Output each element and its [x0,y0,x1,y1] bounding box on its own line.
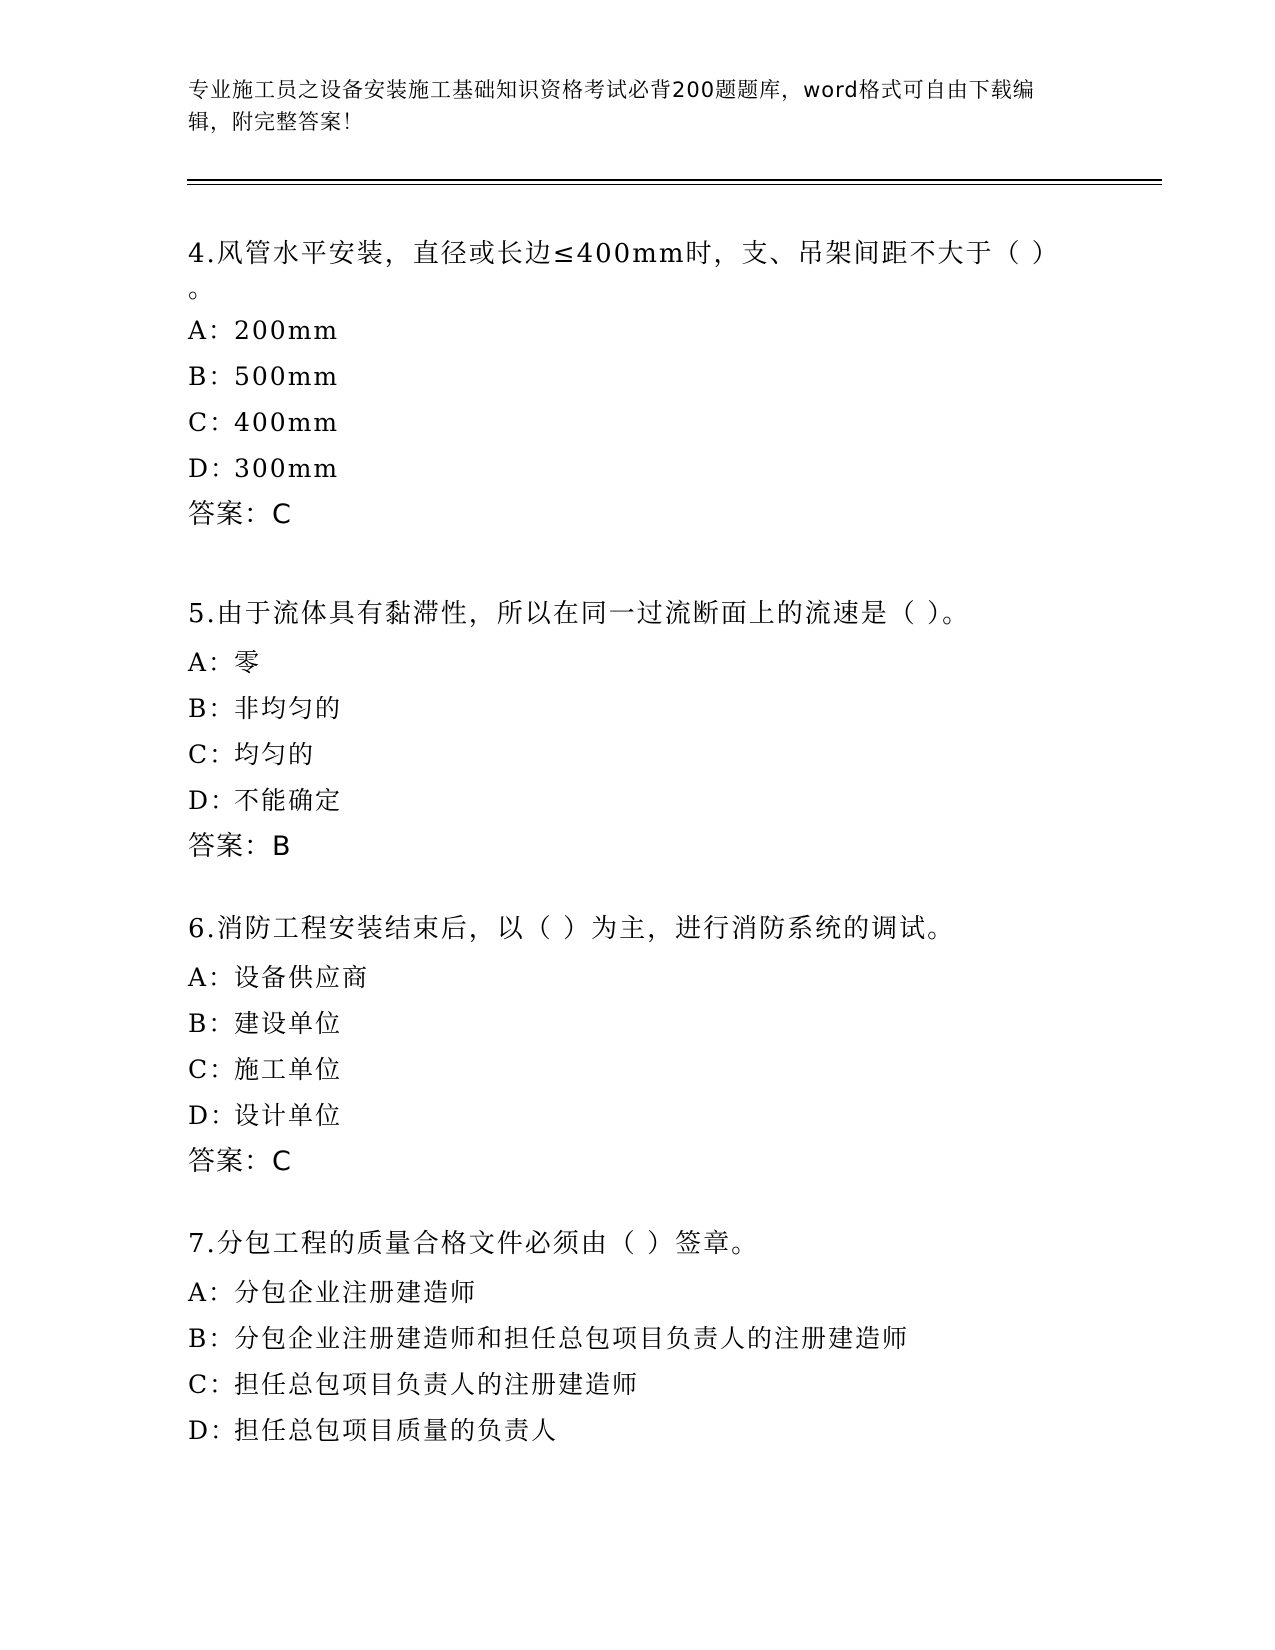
answer-line: 答案：C [188,1146,292,1177]
option-letter: C： [188,1370,237,1399]
question-4 [188,228,1088,538]
option-text: 设备供应商 [234,963,370,992]
option-letter: A： [188,316,236,345]
option-c [188,400,1088,446]
question-stem: 6.消防工程安装结束后，以（ ）为主，进行消防系统的调试。 [188,914,956,944]
answer-line: 答案：B [188,831,292,862]
option-letter: B： [188,362,236,391]
option-text: 担任总包项目负责人的注册建造师 [234,1370,640,1399]
question-6 [188,903,1088,1185]
option-a [188,640,1088,686]
option-d [188,778,1088,824]
option-text: 建设单位 [234,1009,343,1038]
option-letter: C： [188,1055,237,1084]
header-divider [187,179,1162,181]
option-d [188,446,1088,492]
option-a [188,955,1088,1001]
option-b [188,686,1088,732]
option-text: 非均匀的 [234,694,343,723]
option-b [188,1316,1088,1362]
option-b [188,1001,1088,1047]
option-letter: D： [188,1416,238,1445]
header-divider-thin [187,184,1162,185]
option-letter: D： [188,786,238,815]
option-letter: C： [188,408,237,437]
option-d [188,1093,1088,1139]
option-text: 均匀的 [234,740,316,769]
option-text: 500mm [234,362,340,391]
option-c [188,1362,1088,1408]
option-letter: B： [188,1324,236,1353]
option-text: 分包企业注册建造师 [234,1278,478,1307]
option-text: 300mm [234,454,340,483]
option-text: 不能确定 [234,786,343,815]
option-d [188,1408,1088,1454]
option-text: 分包企业注册建造师和担任总包项目负责人的注册建造师 [234,1324,910,1353]
option-letter: B： [188,694,236,723]
option-text: 400mm [234,408,340,437]
option-letter: A： [188,963,236,992]
option-text: 施工单位 [234,1055,343,1084]
option-a [188,308,1088,354]
option-text: 担任总包项目质量的负责人 [234,1416,559,1445]
option-c [188,732,1088,778]
question-7 [188,1218,1088,1454]
option-letter: D： [188,454,238,483]
document-header: 专业施工员之设备安装施工基础知识资格考试必背200题题库，word格式可自由下载编辑，附完整答案！ [188,78,1035,134]
option-a [188,1270,1088,1316]
option-text: 设计单位 [234,1101,343,1130]
option-letter: D： [188,1101,238,1130]
option-c [188,1047,1088,1093]
question-stem: 5.由于流体具有黏滞性，所以在同一过流断面上的流速是（ ）。 [188,599,971,629]
option-text: 200mm [234,316,340,345]
option-letter: A： [188,1278,236,1307]
question-stem-continuation: 。 [188,274,215,304]
option-b [188,354,1088,400]
option-letter: C： [188,740,237,769]
question-5 [188,588,1088,870]
option-letter: B： [188,1009,236,1038]
question-stem: 4.风管水平安装，直径或长边≤400mm时，支、吊架间距不大于（ ） [188,239,1060,269]
option-text: 零 [234,648,262,677]
question-stem: 7.分包工程的质量合格文件必须由（ ）签章。 [188,1229,760,1259]
option-letter: A： [188,648,236,677]
answer-line: 答案：C [188,499,292,530]
